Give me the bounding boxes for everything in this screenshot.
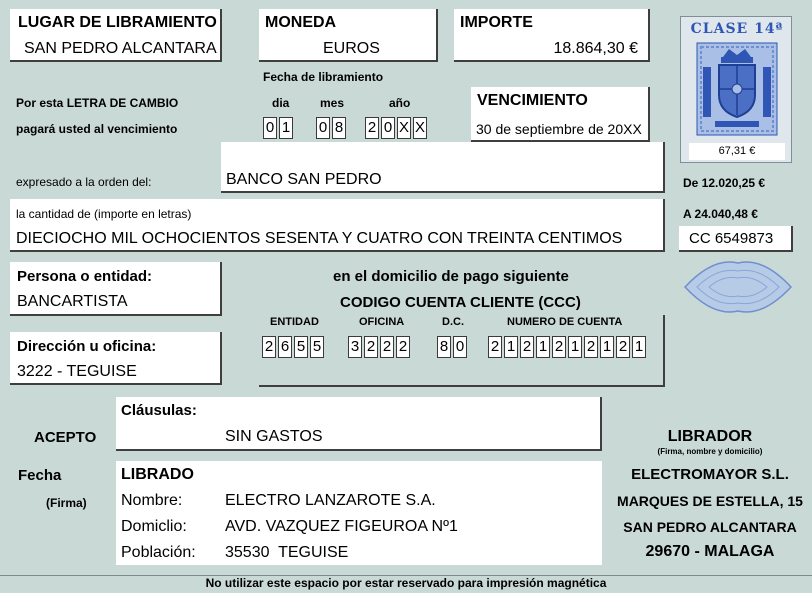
oficina-label: OFICINA xyxy=(359,316,405,328)
timbre-clase: CLASE 14ª xyxy=(690,21,784,37)
guilloche-seal-icon xyxy=(683,257,793,317)
dia-label: dia xyxy=(272,96,290,110)
timbre-cc: CC 6549873 xyxy=(689,230,774,247)
librado-domicilio: AVD. VAZQUEZ FIGEUROA Nº1 xyxy=(225,518,458,535)
librado-title: LIBRADO xyxy=(121,466,194,483)
lugar-label: LUGAR DE LIBRAMIENTO xyxy=(18,14,217,31)
coat-of-arms-icon xyxy=(695,41,779,137)
mes-digits xyxy=(316,117,346,139)
digit-box: 3 xyxy=(348,336,362,358)
persona-box xyxy=(10,262,222,316)
librado-nombre-label: Nombre: xyxy=(121,492,183,509)
dia-digits xyxy=(263,117,293,139)
timbre-rango-desde: De 12.020,25 € xyxy=(683,176,766,190)
librador-line4: 29670 - MALAGA xyxy=(645,543,775,560)
digit-box: 2 xyxy=(616,336,630,358)
cuenta-label: NUMERO DE CUENTA xyxy=(507,316,623,328)
dc-digits xyxy=(437,336,467,358)
digit-box: X xyxy=(413,117,427,139)
digit-box: 1 xyxy=(600,336,614,358)
digit-box: 2 xyxy=(584,336,598,358)
librador-line2: MARQUES DE ESTELLA, 15 xyxy=(617,493,803,509)
digit-box: 5 xyxy=(294,336,308,358)
timbre-stamp xyxy=(680,16,792,163)
clausulas-box xyxy=(116,397,602,451)
digit-box: 0 xyxy=(381,117,395,139)
timbre-cc-box xyxy=(679,226,793,252)
librado-domicilio-label: Domiclio: xyxy=(121,518,187,535)
timbre-valor: 67,31 € xyxy=(689,143,785,160)
digit-box: 2 xyxy=(488,336,502,358)
digit-box: 5 xyxy=(310,336,324,358)
oficina-digits xyxy=(348,336,410,358)
moneda-value: EUROS xyxy=(323,40,380,57)
firma-label: (Firma) xyxy=(46,496,87,510)
persona-label: Persona o entidad: xyxy=(17,268,153,285)
fecha-label: Fecha xyxy=(18,467,62,484)
digit-box: 8 xyxy=(437,336,451,358)
entidad-label: ENTIDAD xyxy=(270,316,319,328)
cantidad-label: la cantidad de (importe en letras) xyxy=(16,207,192,221)
cuenta-digits xyxy=(488,336,646,358)
digit-box: 1 xyxy=(632,336,646,358)
librador-line3: SAN PEDRO ALCANTARA xyxy=(623,519,797,535)
moneda-label: MONEDA xyxy=(265,14,337,31)
fecha-libramiento-label: Fecha de libramiento xyxy=(263,70,384,84)
digit-box: 2 xyxy=(364,336,378,358)
anio-label: año xyxy=(389,96,411,110)
orden-value: BANCO SAN PEDRO xyxy=(226,171,382,188)
direccion-value: 3222 - TEGUISE xyxy=(17,363,137,380)
direccion-box xyxy=(10,332,222,385)
cantidad-box xyxy=(10,199,665,252)
clausulas-value: SIN GASTOS xyxy=(225,428,323,445)
mes-label: mes xyxy=(320,96,345,110)
persona-value: BANCARTISTA xyxy=(17,293,128,310)
digit-box: 0 xyxy=(316,117,330,139)
librado-box xyxy=(116,461,602,565)
digit-box: 6 xyxy=(278,336,292,358)
domicilio-pago-line1: en el domicilio de pago siguiente xyxy=(333,268,569,285)
direccion-label: Dirección u oficina: xyxy=(17,338,157,355)
importe-label: IMPORTE xyxy=(460,14,533,31)
digit-box: X xyxy=(397,117,411,139)
librado-poblacion: 35530 TEGUISE xyxy=(225,544,349,561)
timbre-rango-hasta: A 24.040,48 € xyxy=(683,207,758,221)
digit-box: 0 xyxy=(263,117,277,139)
digit-box: 2 xyxy=(520,336,534,358)
digit-box: 2 xyxy=(365,117,379,139)
vencimiento-box xyxy=(471,87,650,142)
digit-box: 2 xyxy=(262,336,276,358)
importe-value: 18.864,30 € xyxy=(553,40,638,57)
clausulas-label: Cláusulas: xyxy=(121,402,197,419)
moneda-box xyxy=(259,9,438,62)
librador-title: LIBRADOR xyxy=(667,428,753,445)
digit-box: 0 xyxy=(453,336,467,358)
orden-box xyxy=(221,142,665,193)
importe-box xyxy=(454,9,650,62)
lugar-value: SAN PEDRO ALCANTARA xyxy=(24,40,217,57)
digit-box: 1 xyxy=(568,336,582,358)
librado-nombre: ELECTRO LANZAROTE S.A. xyxy=(225,492,436,509)
entidad-digits xyxy=(262,336,324,358)
letra-line1: Por esta LETRA DE CAMBIO xyxy=(16,96,179,110)
vencimiento-label: VENCIMIENTO xyxy=(477,92,588,109)
dc-label: D.C. xyxy=(442,316,464,328)
librador-subtitle: (Firma, nombre y domicilio) xyxy=(657,447,763,456)
librado-poblacion-label: Población: xyxy=(121,544,196,561)
domicilio-pago-line2: CODIGO CUENTA CLIENTE (CCC) xyxy=(340,294,581,311)
digit-box: 8 xyxy=(332,117,346,139)
lugar-box xyxy=(10,9,222,62)
acepto-label: ACEPTO xyxy=(34,429,97,446)
digit-box: 2 xyxy=(552,336,566,358)
letra-line2: pagará usted al vencimiento xyxy=(16,122,178,136)
digit-box: 2 xyxy=(396,336,410,358)
orden-label: expresado a la orden del: xyxy=(16,175,152,189)
cantidad-value: DIECIOCHO MIL OCHOCIENTOS SESENTA Y CUATRO CON TREINTA CENTIMOS xyxy=(16,230,623,247)
digit-box: 2 xyxy=(380,336,394,358)
librador-line1: ELECTROMAYOR S.L. xyxy=(631,466,789,483)
digit-box: 1 xyxy=(279,117,293,139)
digit-box: 1 xyxy=(536,336,550,358)
vencimiento-value: 30 de septiembre de 20XX xyxy=(476,121,642,137)
anio-digits xyxy=(365,117,427,139)
footer-note: No utilizar este espacio por estar reservado para impresión magnética xyxy=(205,576,607,590)
digit-box: 1 xyxy=(504,336,518,358)
